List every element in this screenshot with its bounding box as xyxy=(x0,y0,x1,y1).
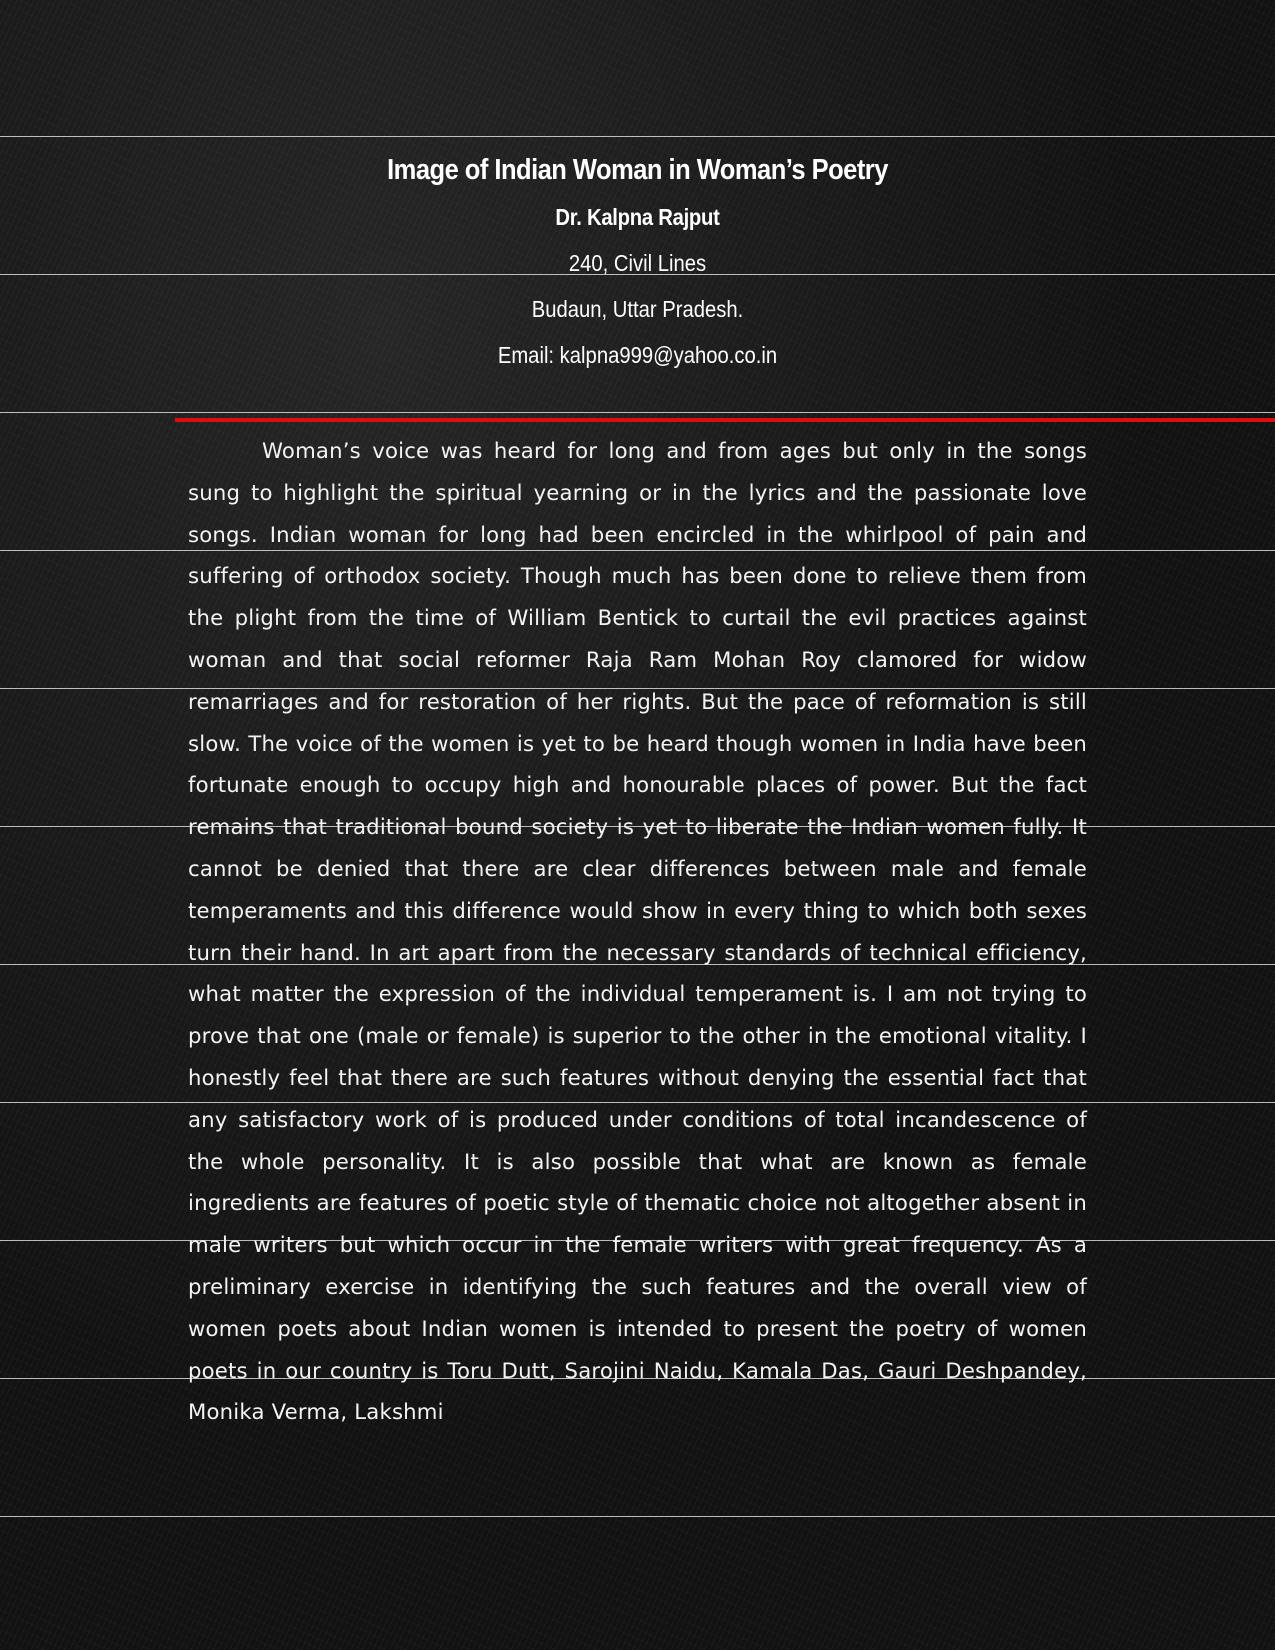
horizontal-rule xyxy=(0,136,1275,137)
author-email: Email: kalpna999@yahoo.co.in xyxy=(497,342,778,368)
address-line-1: 240, Civil Lines xyxy=(568,250,707,276)
accent-divider xyxy=(175,418,1275,422)
article-header xyxy=(0,146,1275,378)
article-title: Image of Indian Woman in Woman’s Poetry xyxy=(387,154,888,186)
horizontal-rule xyxy=(0,412,1275,413)
address-line-2: Budaun, Uttar Pradesh. xyxy=(531,296,744,322)
horizontal-rule xyxy=(0,1516,1275,1517)
article-body: Woman’s voice was heard for long and from ages but only in the songs sung to highlight the spiritual yearning or in the lyrics and the passionate love songs. Indian woman for long had been encircled in the whirlpool of pain and suffering of orthodox society. Though much has been done to relieve them from the plight from the time of William Bentick to curtail the evil practices against woman and that social reformer Raja Ram Mohan Roy clamored for widow remarriages and for restoration of her rights. But the pace of reformation is still slow. The voice of the women is yet to be heard though women in India have been fortunate enough to occupy high and honourable places of power. But the fact remains that traditional bound society is yet to liberate the Indian women fully. It cannot be denied that there are clear differences between male and female temperaments and this difference would show in every thing to which both sexes turn their hand. In art apart from the necessary standards of technical efficiency, what matter the expression of the individual temperament is. I am not trying to prove that one (male or female) is superior to the other in the emotional vitality. I honestly feel that there are such features without denying the essential fact that any satisfactory work of is produced under conditions of total incandescence of the whole personality. It is also possible that what are known as female ingredients are features of poetic style of thematic choice not altogether absent in male writers but which occur in the female writers with great frequency. As a preliminary exercise in identifying the such features and the overall view of women poets about Indian women is intended to present the poetry of women poets in our country is Toru Dutt, Sarojini Naidu, Kamala Das, Gauri Deshpandey, Monika Verma, Lakshmi xyxy=(188,438,1087,1425)
author-name: Dr. Kalpna Rajput xyxy=(555,204,720,230)
